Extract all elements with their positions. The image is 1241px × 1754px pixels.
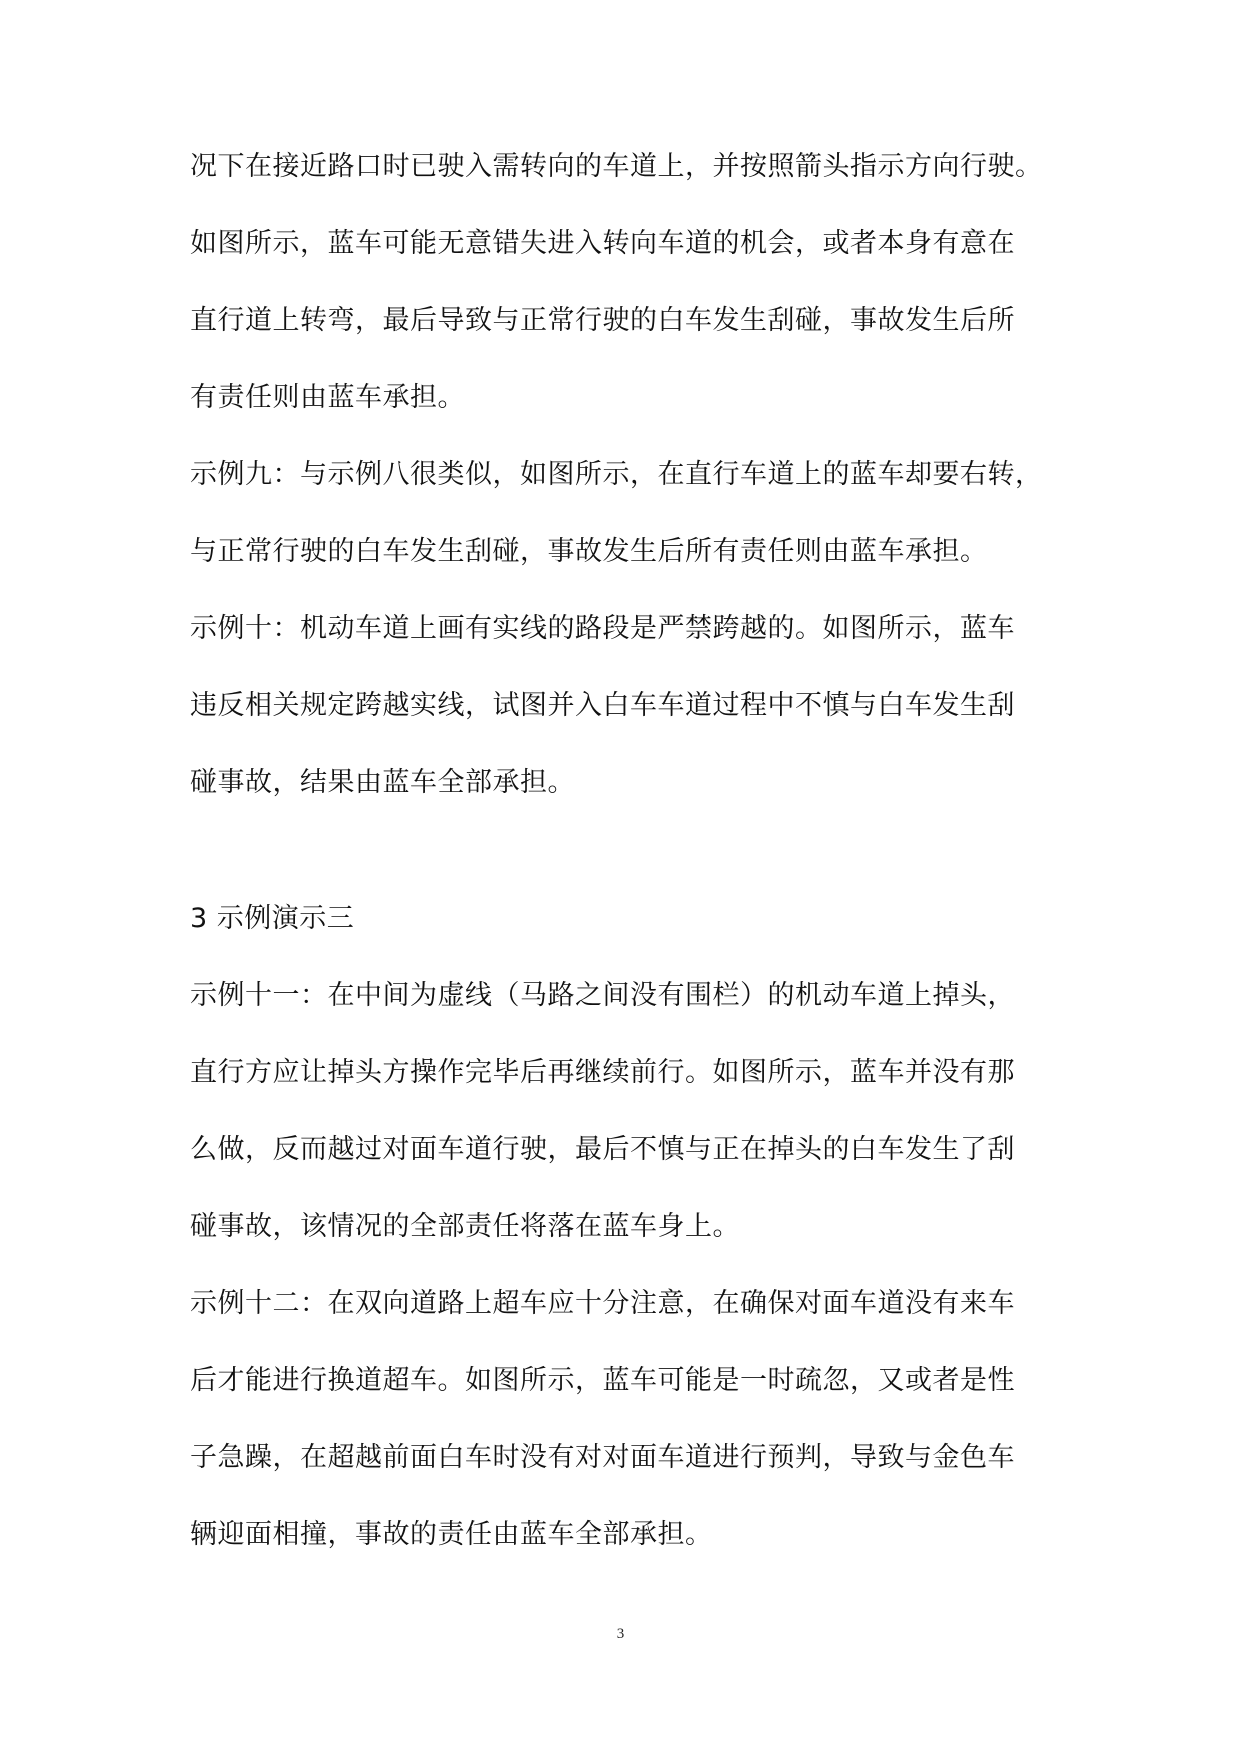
paragraph-line: 直行道上转弯，最后导致与正常行驶的白车发生刮碰，事故发生后所 [190, 305, 1015, 336]
paragraph-line: 示例十一：在中间为虚线（马路之间没有围栏）的机动车道上掉头， [190, 980, 1015, 1011]
paragraph-line: 示例九：与示例八很类似，如图所示，在直行车道上的蓝车却要右转， [190, 459, 1043, 490]
paragraph-line: 示例十二：在双向道路上超车应十分注意，在确保对面车道没有来车 [190, 1288, 1015, 1319]
paragraph-line: 碰事故，结果由蓝车全部承担。 [190, 767, 575, 798]
paragraph-line: 后才能进行换道超车。如图所示，蓝车可能是一时疏忽，又或者是性 [190, 1365, 1015, 1396]
section-heading: 3 示例演示三 [190, 903, 355, 934]
paragraph-line: 碰事故，该情况的全部责任将落在蓝车身上。 [190, 1211, 740, 1242]
paragraph-line: 如图所示，蓝车可能无意错失进入转向车道的机会，或者本身有意在 [190, 228, 1015, 259]
paragraph-line: 直行方应让掉头方操作完毕后再继续前行。如图所示，蓝车并没有那 [190, 1057, 1015, 1088]
paragraph-line: 与正常行驶的白车发生刮碰，事故发生后所有责任则由蓝车承担。 [190, 536, 988, 567]
paragraph-line: 有责任则由蓝车承担。 [190, 382, 465, 413]
paragraph-line: 违反相关规定跨越实线，试图并入白车车道过程中不慎与白车发生刮 [190, 690, 1015, 721]
page-number: 3 [616, 1626, 625, 1642]
paragraph-line: 示例十：机动车道上画有实线的路段是严禁跨越的。如图所示，蓝车 [190, 613, 1015, 644]
paragraph-line: 辆迎面相撞，事故的责任由蓝车全部承担。 [190, 1519, 713, 1550]
paragraph-line: 么做，反而越过对面车道行驶，最后不慎与正在掉头的白车发生了刮 [190, 1134, 1015, 1165]
paragraph-line: 况下在接近路口时已驶入需转向的车道上，并按照箭头指示方向行驶。 [190, 151, 1043, 182]
paragraph-line: 子急躁，在超越前面白车时没有对对面车道进行预判，导致与金色车 [190, 1442, 1015, 1473]
